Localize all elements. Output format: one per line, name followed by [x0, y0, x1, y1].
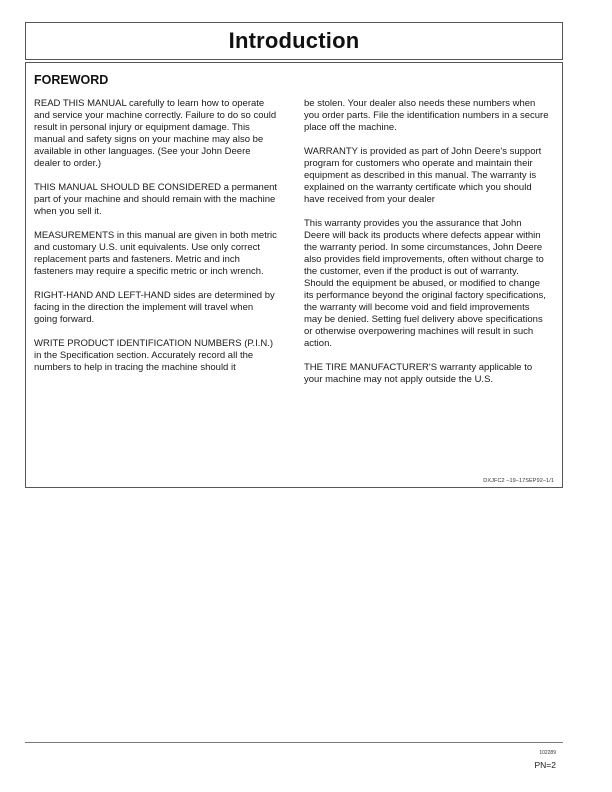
footer-divider	[25, 742, 563, 743]
paragraph-pin: WRITE PRODUCT IDENTIFICATION NUMBERS (P.I.N.) in the Specification section. Accurately record all the numbers to help in tracing the machine should it	[34, 338, 274, 373]
paragraph-tire-warranty: THE TIRE MANUFACTURER'S warranty applicable to your machine may not apply outside the U.S.	[304, 362, 533, 385]
paragraph-warranty: WARRANTY is provided as part of John Deere's support program for customers who operate and maintain their equipment as described in this manual. The warranty is explained on the warranty certificate which you should have received from your dealer	[304, 146, 542, 205]
paragraph-measurements: MEASUREMENTS in this manual are given in both metric and customary U.S. unit equivalents. Use only correct replacement parts and fasteners. Metric and inch fasteners may require a specific metric or inch wrench.	[34, 230, 277, 277]
paragraph-permanent-part: THIS MANUAL SHOULD BE CONSIDERED a permanent part of your machine and should remain with the machine when you sell it.	[34, 182, 278, 217]
paragraph-warranty-assurance: This warranty provides you the assurance that John Deere will back its products where defects appear within the warranty period. In some circumstances, John Deere also provides field improvements, often without charge to the customer, even if the product is out of warranty. Should the equipment be abused, or modified to change its performance beyond the original factory specifications, the warranty will become void and field improvements may be denied. Setting fuel delivery above specifications or otherwise overpowering machines will result in such action.	[304, 218, 546, 349]
left-column	[34, 98, 279, 386]
section-heading: FOREWORD	[34, 73, 109, 87]
foreword-section	[25, 62, 563, 488]
title-box	[25, 22, 563, 60]
page-title: Introduction	[228, 28, 360, 53]
right-column	[304, 98, 549, 398]
footer-code: 102289	[539, 750, 556, 756]
paragraph-right-left-hand: RIGHT-HAND AND LEFT-HAND sides are determined by facing in the direction the implement will travel when going forward.	[34, 290, 275, 325]
document-reference: DXJFC2 –19–17SEP92–1/1	[483, 478, 554, 484]
paragraph-pin-continued: be stolen. Your dealer also needs these numbers when you order parts. File the identification numbers in a secure place off the machine.	[304, 98, 549, 133]
paragraph-read-manual: READ THIS MANUAL carefully to learn how to operate and service your machine correctly. Failure to do so could result in personal injury or equipment damage. This manual and safety signs on your machine may also be available in other languages. (See your John Deere dealer to order.)	[34, 98, 277, 169]
page-number: PN=2	[534, 760, 556, 770]
